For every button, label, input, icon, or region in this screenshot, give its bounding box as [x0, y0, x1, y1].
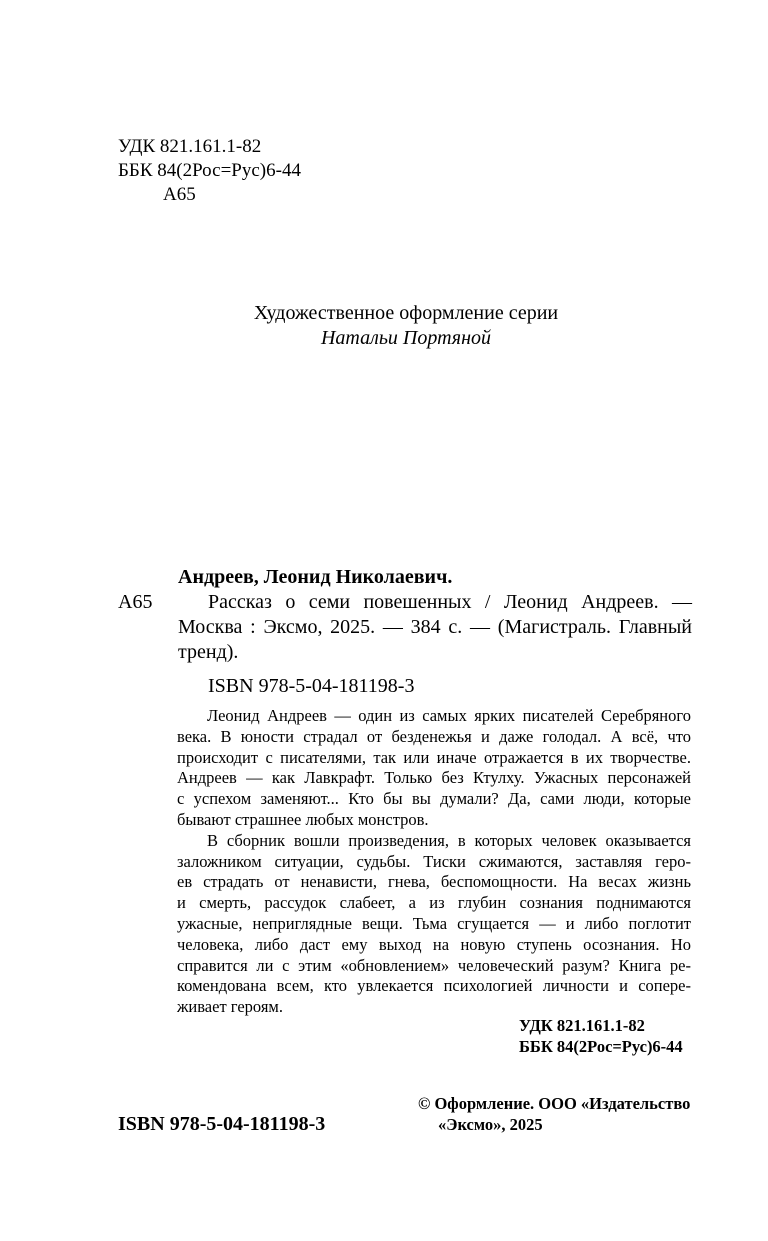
annotation-line: человека, либо даст ему выход на новую ступень осознания. Но — [177, 934, 691, 954]
udk-code: УДК 821.161.1-82 — [118, 136, 262, 157]
annotation-line: и смерть, рассудок слабеет, а из глубин сознания поднимаются — [177, 893, 691, 913]
classification-codes — [118, 135, 301, 207]
annotation-line: В сборник вошли произведения, в которых человек оказывается — [207, 830, 691, 850]
series-designer-name: Натальи Портяной — [320, 327, 492, 349]
annotation-line: справится ли с этим «обновлением» человеческий разум? Книга ре- — [177, 955, 691, 975]
bbk-code: ББК 84(2Рос=Рус)6-44 — [118, 160, 301, 181]
annotation-line: ужасные, неприглядные вещи. Тьма сгущается — и либо поглотит — [177, 913, 691, 933]
annotation-line: Леонид Андреев — один из самых ярких писателей Серебряного — [207, 706, 691, 725]
record-description-line: Рассказ о семи повешенных / Леонид Андреев. — — [208, 591, 692, 613]
author-mark: А65 — [163, 184, 196, 205]
record-description-line: Москва : Эксмо, 2025. — 384 с. — (Магистраль. Главный — [178, 616, 692, 638]
annotation-line: комендована всем, кто увлекается психологией личности и сопере- — [177, 976, 691, 996]
record-isbn: ISBN 978-5-04-181198-3 — [208, 675, 415, 697]
classification-codes-right — [519, 1016, 683, 1058]
annotation-line: живает героям. — [177, 997, 284, 1017]
annotation-line: Андреев — как Лавкрафт. Только без Ктулху. Ужасных персонажей — [177, 768, 691, 788]
record-description-line: тренд). — [178, 641, 239, 663]
annotation-line: века. В юности страдал от безденежья и даже голодал. А всё, что — [177, 726, 691, 746]
annotation-line: бывают страшнее любых монстров. — [177, 809, 429, 829]
bbk-code-right: ББК 84(2Рос=Рус)6-44 — [519, 1037, 683, 1056]
series-design-credit — [0, 301, 768, 351]
annotation-line: происходит с писателями, так или иначе отражается в их творчестве. — [177, 747, 691, 767]
isbn-footer: ISBN 978-5-04-181198-3 — [118, 1113, 326, 1135]
annotation-line: ев страдать от ненависти, гнева, беспомощности. На весах жизнь — [177, 872, 691, 892]
copyright-line: © Оформление. ООО «Издательство — [418, 1094, 691, 1113]
series-design-label: Художественное оформление серии — [253, 302, 559, 324]
annotation — [177, 706, 691, 1018]
copyright-line: «Эксмо», 2025 — [438, 1115, 543, 1134]
copyright-notice — [418, 1094, 690, 1136]
annotation-line: заложником ситуации, судьбы. Тиски сжимаются, заставляя геро- — [177, 851, 691, 871]
annotation-line: с успехом заменяют... Кто бы вы думали? Да, сами люди, которые — [177, 789, 691, 809]
record-description — [178, 590, 692, 665]
record-author: Андреев, Леонид Николаевич. — [178, 566, 453, 588]
record-author-mark: А65 — [118, 591, 153, 613]
udk-code-right: УДК 821.161.1-82 — [519, 1016, 645, 1035]
